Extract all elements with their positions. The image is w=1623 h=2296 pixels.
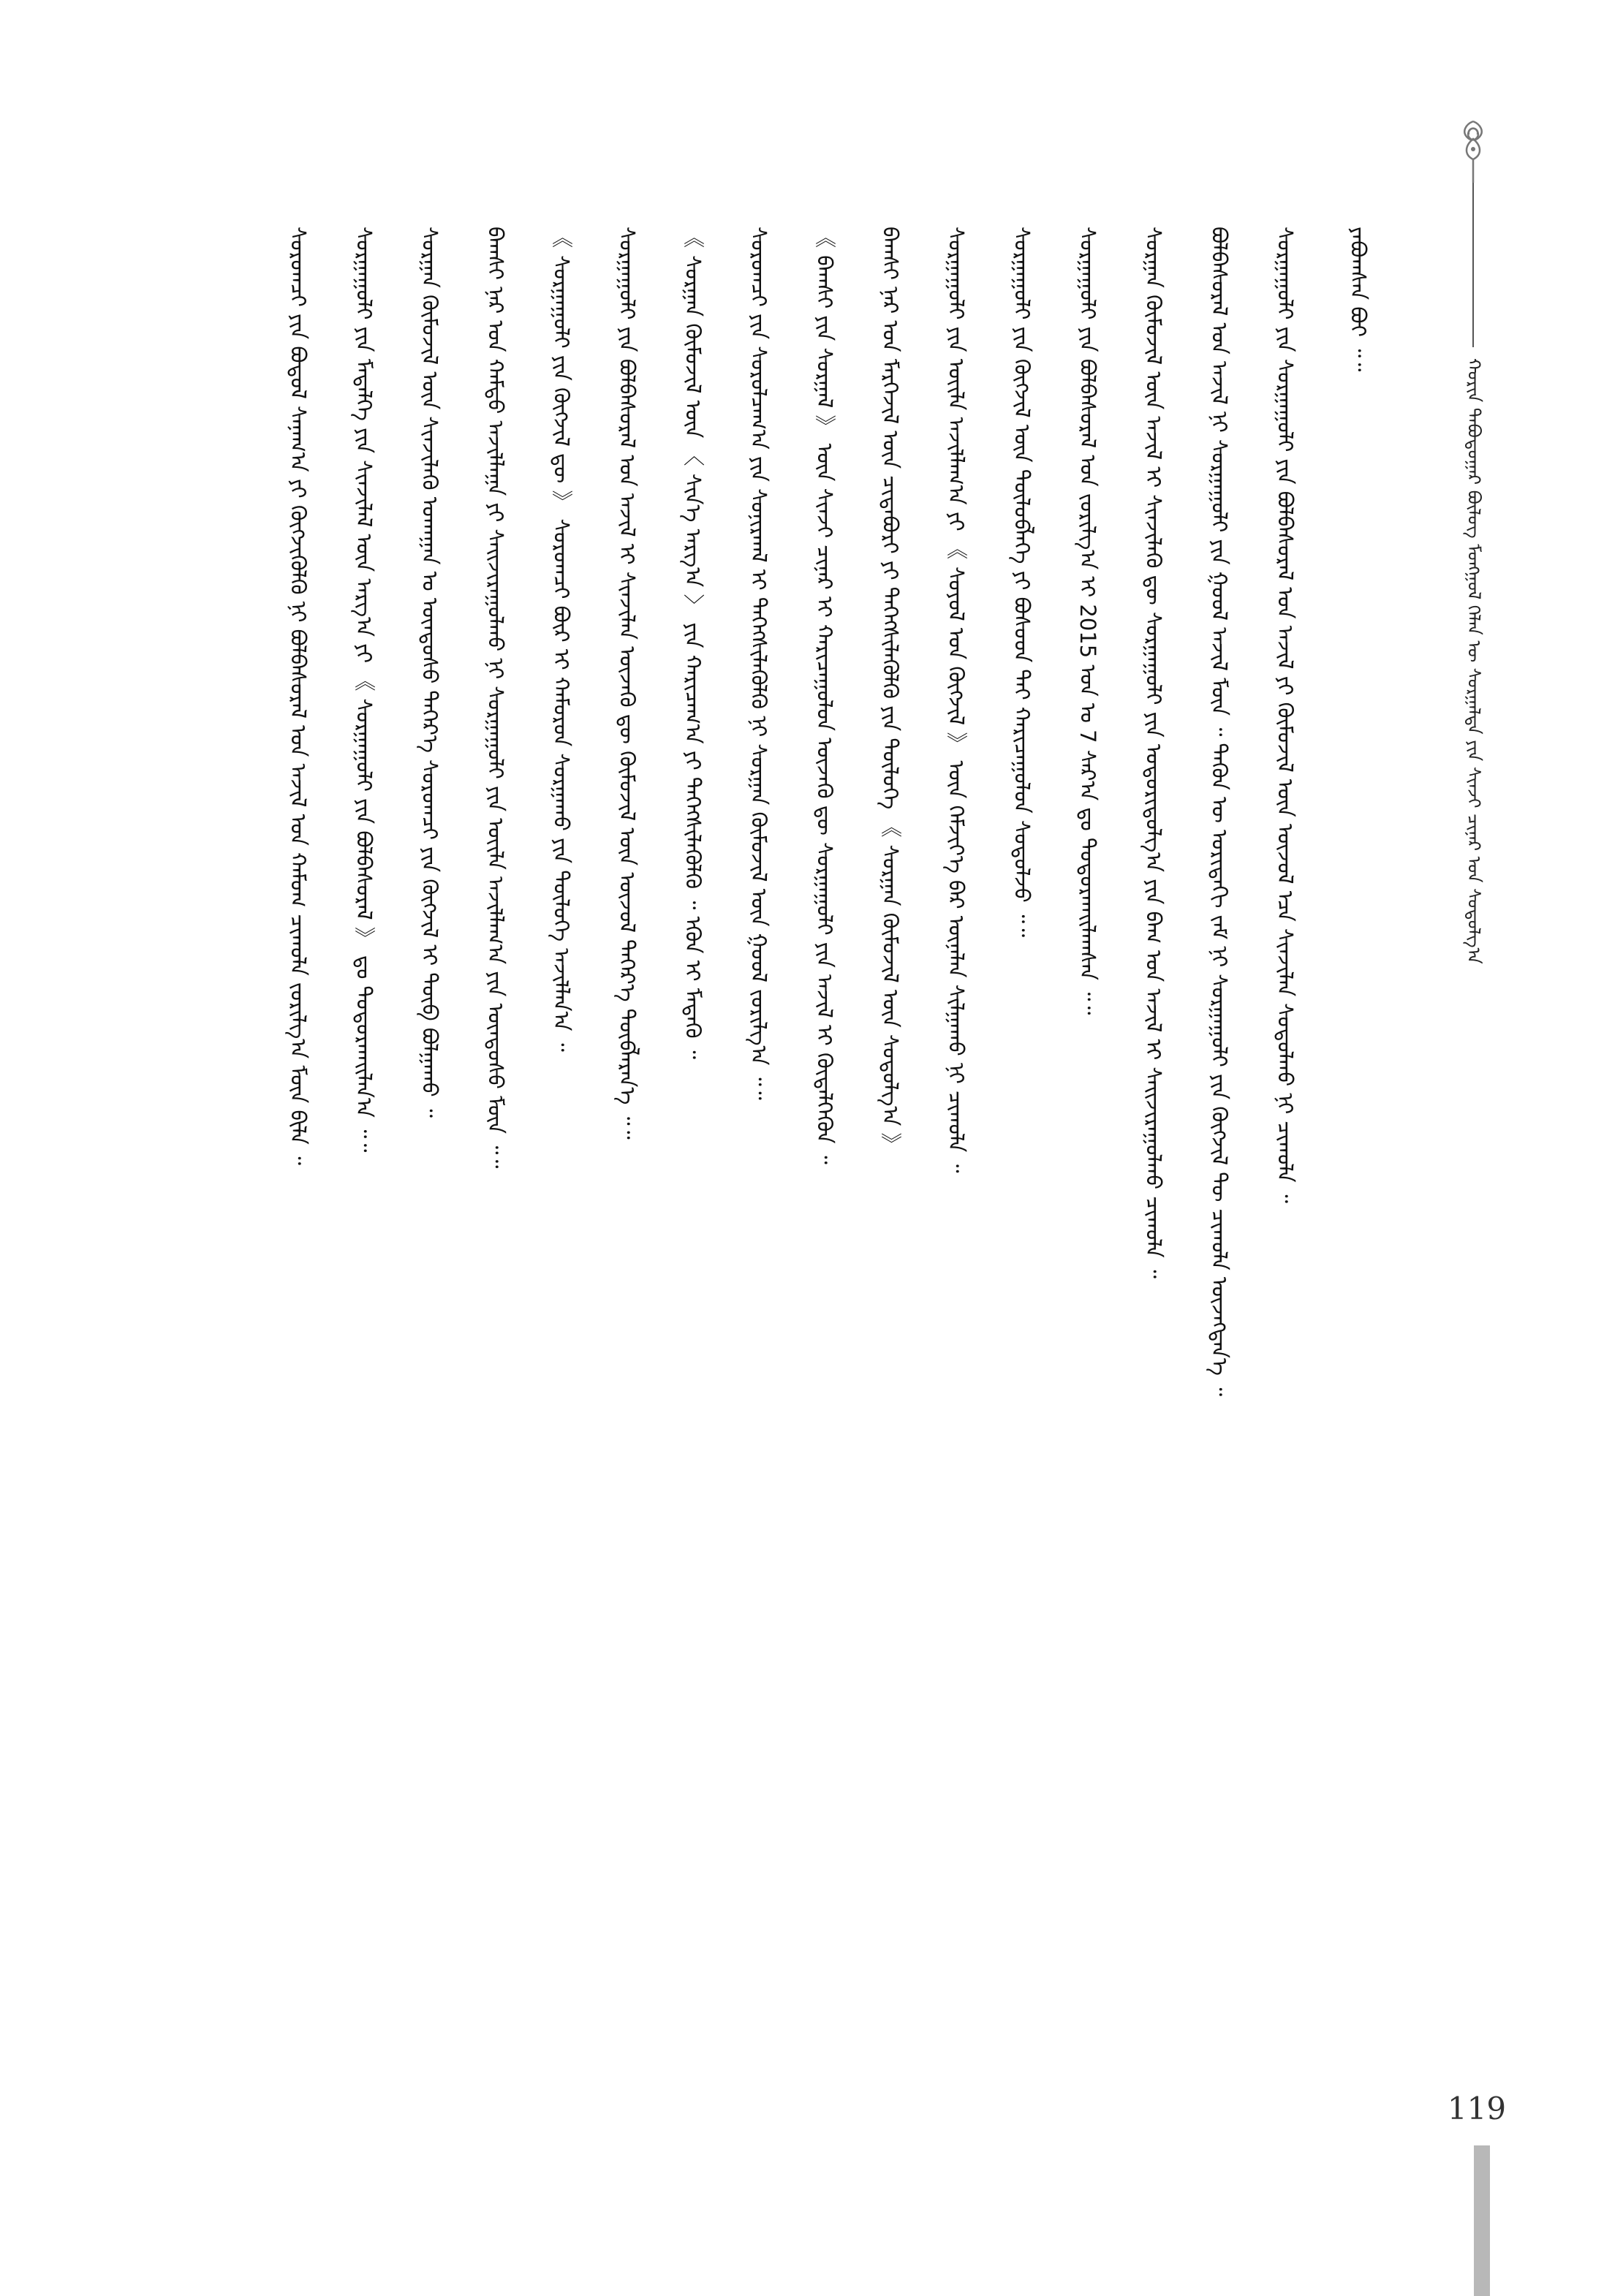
text-column: ᠰᠤᠷᠭᠠᠭᠤᠯᠢ ᠶᠢᠨ ᠦᠢᠯᠡ ᠠᠵᠢᠯᠯᠠᠭ᠎ᠠ ᠶᠢ 《 ᠰᠣᠶᠣᠯ ᠤᠨ ᠬᠥᠭᠵᠢᠯ 》 ᠦᠨ ᠬᠡᠮᠵᠢᠶ᠎ᠡ ᠪᠡᠷ ᠦᠨᠡᠯᠡᠨ ᠰᠢᠯᠭᠠᠬᠤ ᠨᠢ ᠴᠢᠬᠤᠯᠠ ᠃: [944, 227, 969, 1173]
page-number: 119: [1447, 2091, 1507, 2126]
ornament-flourish-icon: [1451, 117, 1495, 183]
text-column: 《 ᠪᠠᠭᠰᠢ ᠶᠢᠨ ᠰᠤᠷᠭᠠᠯ 》 ᠦᠨ ᠰᠢᠨᠵᠢ ᠴᠢᠨᠠᠷ ᠢ ᠬᠠᠷᠢᠴᠠᠭᠤᠯᠤᠨ ᠦᠵᠡᠬᠦ ᠳᠦ ᠰᠤᠷᠭᠠᠭᠤᠯᠢ ᠶᠢᠨ ᠠᠵᠢᠯ ᠢ ᠬᠥᠳᠡᠯᠭᠡᠭᠦᠨ ᠃: [812, 227, 837, 1164]
body-text: [197, 227, 1374, 2083]
running-header-title: ᠬᠣᠷᠢᠨ ᠲᠠᠪᠤᠳᠤᠭᠠᠷ ᠪᠦᠯᠦᠭ ᠮᠣᠩᠭᠣᠯ ᠬᠡᠯᠡᠨ ᠦ ᠰᠤᠷᠭᠠᠯᠲᠠ ᠶᠢᠨ ᠰᠢᠨᠵᠢ ᠴᠢᠨᠠᠷ ᠤᠨ ᠰᠤᠳᠤᠯᠭ᠎ᠠ: [1464, 358, 1484, 964]
text-column: ᠶᠠᠪᠤᠭᠰᠠᠨ ᠪᠤᠢ ᠃᠃: [1346, 227, 1371, 372]
text-column: ᠰᠤᠷᠭᠠᠭᠤᠯᠢ ᠶᠢᠨ ᠮᠡᠳᠡᠯᠭᠡ ᠶᠢᠨ ᠰᠢᠨᠵᠢᠯᠡᠯ ᠦᠨ ᠠᠷᠭ᠎ᠠ ᠶᠢ 《 ᠰᠤᠷᠭᠠᠭᠤᠯᠢ ᠶᠢᠨ ᠪᠣᠯᠪᠠᠰᠤᠷᠠᠯ 》 ᠳᠤ ᠲᠣᠳᠤᠷᠬᠠᠢᠯᠠᠨ᠎ᠠ ᠃᠃: [352, 227, 377, 1153]
text-column: ᠰᠤᠷᠭᠠᠭᠤᠯᠢ ᠶᠢᠨ ᠰᠤᠷᠭᠠᠭᠤᠯᠢ ᠶᠢᠨ ᠪᠣᠯᠪᠠᠰᠤᠷᠠᠯ ᠤᠨ ᠠᠵᠢᠯ ᠶᠢ ᠬᠦᠮᠦᠵᠢᠯ ᠦᠨ ᠦᠵᠦᠯ ᠡᠴᠡ ᠰᠢᠨᠵᠢᠯᠡᠨ ᠰᠤᠳᠤᠯᠬᠤ ᠨᠢ ᠴᠢᠬᠤᠯᠠ ᠃: [1273, 227, 1298, 1203]
text-column: ᠰᠤᠷᠭᠠᠭᠤᠯᠢ ᠶᠢᠨ ᠬᠥᠭᠵᠢᠯ ᠦᠨ ᠲᠥᠯᠦᠪᠯᠡᠭᠡ ᠶᠢ ᠪᠤᠰᠤᠳ ᠲᠠᠢ ᠬᠠᠷᠢᠴᠠᠭᠤᠯᠤᠨ ᠰᠤᠳᠤᠯᠵᠤ ᠃᠃: [1010, 227, 1034, 938]
thumb-tab: [1474, 2145, 1490, 2296]
text-column: ᠰᠤᠷᠭᠠᠨ ᠬᠥᠮᠦᠵᠢᠯ ᠦᠨ ᠰᠢᠨᠵᠢᠯᠡᠬᠦ ᠤᠬᠠᠭᠠᠨ ᠤ ᠦᠨᠳᠦᠰᠦ ᠳᠡᠭᠡᠷ᠎ᠡ ᠰᠤᠷᠤᠭᠴᠢ ᠶᠢᠨ ᠬᠥᠭᠵᠢᠯ ᠢ ᠲᠥᠪ ᠪᠣᠯᠭᠠᠬᠤ ᠃: [417, 227, 442, 1118]
text-column: 《 ᠰᠤᠷᠭᠠᠨ ᠬᠥᠮᠦᠵᠢᠯ ᠦᠨ 〈 ᠰᠢᠨ᠎ᠡ ᠠᠷᠭ᠎ᠠ 〉 ᠶᠢᠨ ᠬᠠᠷᠢᠴᠠᠭ᠎ᠠ ᠶᠢ ᠳᠡᠭᠡᠭᠰᠢᠯᠡᠭᠦᠯᠬᠦ ᠃ ᠡᠭᠦᠨ ᠢ ᠮᠡᠳᠡᠬᠦ ᠃: [681, 227, 705, 1059]
header-rule: [1472, 183, 1474, 347]
text-column: 《 ᠰᠤᠷᠭᠠᠭᠤᠯᠢ ᠶᠢᠨ ᠬᠥᠭᠵᠢᠯ ᠳᠦ 》 ᠰᠤᠷᠤᠭᠴᠢ ᠪᠦᠷ ᠢ ᠬᠠᠮᠤᠷᠤᠨ ᠰᠤᠷᠭᠠᠬᠤ ᠶᠢᠨ ᠲᠥᠯᠦᠭᠡ ᠠᠵᠢᠯᠯᠠᠨ᠎ᠠ ᠃: [549, 227, 574, 1052]
running-header: [1451, 117, 1495, 994]
text-column: ᠰᠤᠷᠭᠠᠭᠤᠯᠢ ᠶᠢᠨ ᠪᠣᠯᠪᠠᠰᠤᠷᠠᠯ ᠤᠨ ᠠᠵᠢᠯ ᠢ ᠰᠢᠨᠵᠢᠯᠡᠨ ᠦᠵᠡᠬᠦ ᠳᠦ ᠬᠥᠮᠦᠵᠢᠯ ᠦᠨ ᠦᠵᠦᠯ ᠳᠡᠭᠡᠷ᠎ᠡ ᠲᠥᠪᠯᠡᠷᠡᠨ᠎ᠡ ᠃᠃: [615, 227, 640, 1140]
text-column: ᠰᠤᠷᠤᠭᠴᠢ ᠶᠢᠨ ᠰᠤᠷᠤᠯᠴᠠᠭ᠎ᠠ ᠶᠢᠨ ᠰᠣᠨᠢᠷᠬᠠᠯ ᠢ ᠳᠡᠭᠡᠭᠰᠢᠯᠡᠭᠦᠯᠬᠦ ᠨᠢ ᠰᠤᠷᠭᠠᠨ ᠬᠥᠮᠦᠵᠢᠯ ᠦᠨ ᠭᠣᠣᠯ ᠵᠣᠷᠢᠯᠭ᠎ᠠ ᠃᠃: [746, 227, 771, 1100]
text-column: ᠰᠤᠷᠭᠠᠭᠤᠯᠢ ᠶᠢᠨ ᠪᠣᠯᠪᠠᠰᠤᠷᠠᠯ ᠤᠨ ᠵᠣᠷᠢᠯᠭ᠎ᠠ ᠢ 2015 ᠣᠨ ᠤ 7 ᠰᠠᠷ᠎ᠠ ᠳᠤ ᠲᠣᠳᠤᠷᠬᠠᠢᠯᠠᠭᠰᠠᠨ ᠃᠃: [1075, 227, 1100, 1015]
text-column: ᠪᠠᠭᠰᠢ ᠨᠠᠷ ᠤᠨ ᠮᠡᠷᠭᠡᠵᠢᠯ ᠦᠨ ᠴᠢᠳᠠᠪᠤᠷᠢ ᠶᠢ ᠳᠡᠭᠡᠭᠰᠢᠯᠡᠭᠦᠯᠬᠦ ᠶᠢᠨ ᠲᠥᠯᠦᠭᠡ 《 ᠰᠤᠷᠭᠠᠨ ᠬᠥᠮᠦᠵᠢᠯ ᠦᠨ ᠰᠤᠳᠤᠯᠭ᠎ᠠ 》: [878, 227, 903, 1155]
text-column: ᠰᠤᠷᠭᠠᠨ ᠬᠥᠮᠦᠵᠢᠯ ᠦᠨ ᠠᠵᠢᠯ ᠢ ᠰᠢᠨᠵᠢᠯᠡᠬᠦ ᠳᠦ ᠰᠤᠷᠭᠠᠭᠤᠯᠢ ᠶᠢᠨ ᠤᠳᠤᠷᠢᠳᠤᠯᠭ᠎ᠠ ᠶᠢᠨ ᠪᠠᠭ ᠤᠨ ᠠᠵᠢᠯ ᠢ ᠰᠠᠢᠵᠢᠷᠠᠭᠤᠯᠬᠤ ᠴᠢᠬᠤᠯᠠ ᠃: [1141, 227, 1166, 1278]
text-column: ᠪᠠᠭᠰᠢ ᠨᠠᠷ ᠤᠨ ᠬᠠᠮᠲᠤ ᠠᠵᠢᠯᠯᠠᠭᠠ ᠶᠢ ᠰᠠᠢᠵᠢᠷᠠᠭᠤᠯᠬᠤ ᠨᠢ ᠰᠤᠷᠭᠠᠭᠤᠯᠢ ᠶᠢᠨ ᠦᠢᠯᠡ ᠠᠵᠢᠯᠯᠠᠭ᠎ᠠ ᠶᠢᠨ ᠦᠨᠳᠦᠰᠦ ᠮᠥᠨ ᠃᠃: [483, 227, 508, 1169]
text-column: ᠪᠣᠯᠪᠠᠰᠤᠷᠠᠯ ᠤᠨ ᠠᠵᠢᠯ ᠨᠢ ᠰᠤᠷᠭᠠᠭᠤᠯᠢ ᠶᠢᠨ ᠭᠣᠣᠯ ᠠᠵᠢᠯ ᠮᠥᠨ ᠃ ᠲᠡᠭᠦᠨ ᠦ ᠤᠷᠢᠳᠠᠬᠢ ᠵᠠᠮ ᠨᠢ ᠰᠤᠷᠭᠠᠭᠤᠯᠢ ᠶᠢᠨ ᠬᠥᠭᠵᠢᠯ ᠲᠦ ᠴᠢᠬᠤᠯᠠ ᠦᠵᠡᠭᠳᠡᠨ᠎ᠡ ᠃: [1207, 227, 1232, 1397]
text-column: ᠰᠤᠷᠤᠭᠴᠢ ᠶᠢᠨ ᠪᠣᠳᠤᠯ ᠰᠠᠨᠠᠭ᠎ᠠ ᠶᠢ ᠬᠥᠭᠵᠢᠭᠦᠯᠬᠦ ᠨᠢ ᠪᠣᠯᠪᠠᠰᠤᠷᠠᠯ ᠤᠨ ᠠᠵᠢᠯ ᠤᠨ ᠬᠠᠮᠤᠭ ᠴᠢᠬᠤᠯᠠ ᠵᠣᠷᠢᠯᠭ᠎ᠠ ᠮᠥᠨ ᠪᠢᠯᠡ ᠃: [286, 227, 311, 1166]
